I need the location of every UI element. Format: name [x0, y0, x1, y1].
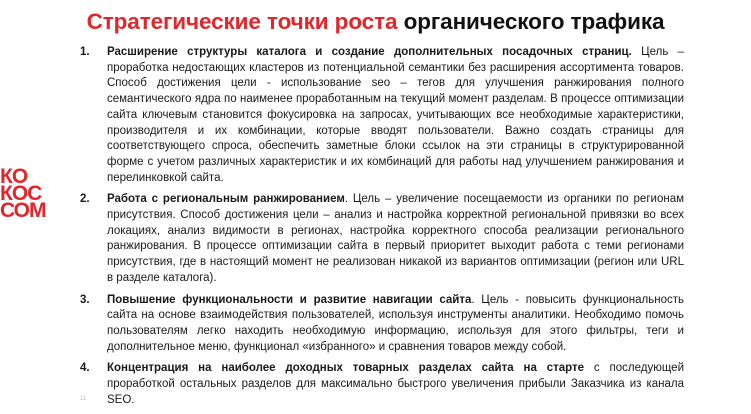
item-body: Цель – проработка недостающих кластеров из потенциальной семантики без расширения ассортимента товаров. Способ достижения цели - использование seo – тегов для улучшения ранжирования полного семантического ядра по наименее проработанным на текущий момент разделам. В процессе оптимизации сайта ключевым становится фокусировка на запросах, учитывающих все необходимые характеристики, производителя и их комбинации, которые вводят пользователи. Важно создать страницы для соответствующего спроса, обеспечить заметные блоки ссылок на эти страницы в структурированной форме с учетом различных характеристик и их комбинаций для работы над улучшением ранжирования и перелинковкой сайта.	[107, 46, 684, 184]
item-body: с последующей проработкой остальных разделов для максимально быстрого увеличения прибыли Заказчика из канала SEO.	[107, 362, 684, 406]
growth-points-list	[80, 45, 684, 414]
logo-line-3: СОМ	[0, 199, 46, 222]
item-body: . Цель – увеличение посещаемости из органики по регионам присутствия. Способ достижения цели – анализ и настройка корректной региональной привязки во всех локациях, анализ видимости в регионах, настройка корректного способа реализации регионального ранжирования. В процессе оптимизации сайта в первый приоритет выходит работа с теми регионами присутствия, где в настоящий момент не реализован никакой из вариантов оптимизации (регион или URL в разделе каталога).	[107, 193, 684, 284]
list-item	[80, 293, 684, 356]
title-highlight: Стратегические точки роста	[86, 9, 398, 34]
title-rest: органического трафика	[403, 9, 665, 34]
item-heading: Повышение функциональности и развитие навигации сайта	[107, 293, 472, 306]
item-heading: Работа с региональным ранжированием	[107, 193, 345, 206]
item-number: 4.	[80, 362, 90, 375]
page-title	[0, 9, 751, 35]
item-number: 2.	[80, 193, 90, 206]
kokoc-logo	[0, 165, 52, 222]
item-text	[107, 45, 684, 186]
list-item	[80, 45, 684, 186]
item-heading: Концентрация на наиболее доходных товарных разделах сайта на старте	[107, 362, 585, 375]
list-item	[80, 192, 684, 286]
item-heading: Расширение структуры каталога и создание дополнительных посадочных страниц.	[107, 46, 632, 58]
item-text	[107, 192, 684, 286]
logo-line-1: КО	[0, 165, 28, 188]
page-number: 11	[80, 396, 87, 402]
item-text	[107, 293, 684, 356]
item-body: . Цель - повысить функциональность сайта на основе взаимодействия пользователей, используя инструменты аналитики. Необходимо помочь пользователям легко находить необходимую информацию, используя для этого фильтры, теги и дополнительное меню, функционал «избранного» и сравнения товаров между собой.	[107, 293, 684, 353]
item-number: 1.	[80, 46, 90, 58]
item-text	[107, 361, 684, 408]
item-number: 3.	[80, 293, 90, 306]
list-item	[80, 361, 684, 408]
logo-line-2: КОС	[0, 182, 42, 205]
